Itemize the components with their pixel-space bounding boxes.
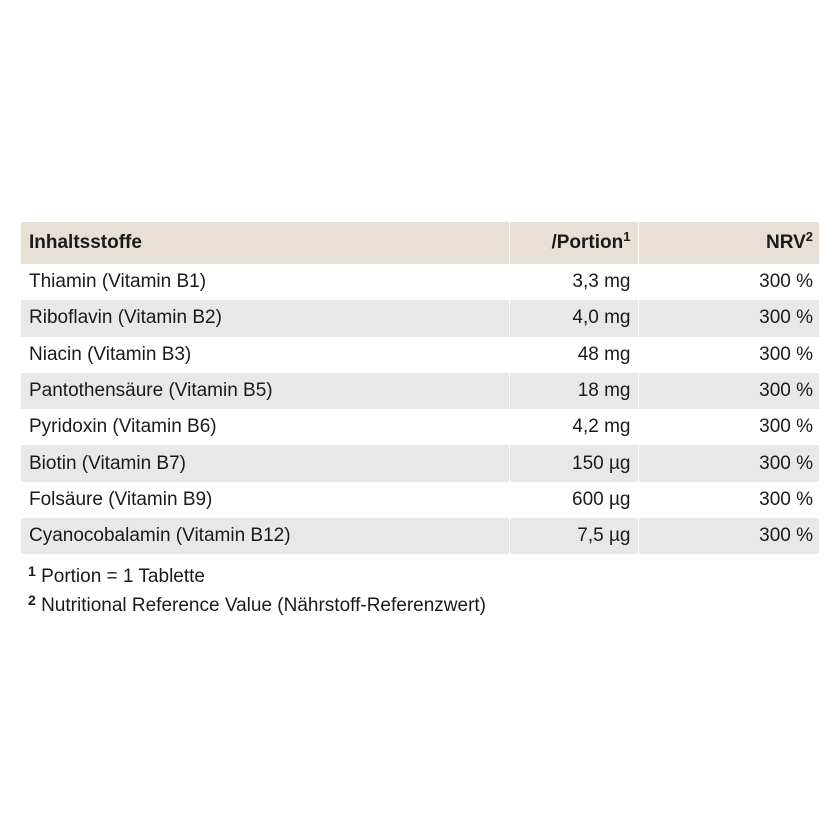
ingredient-name: Pyridoxin (Vitamin B6)	[29, 416, 217, 438]
portion-amount: 3,3 mg	[509, 264, 638, 300]
ingredient-name: Biotin (Vitamin B7)	[29, 452, 186, 474]
nrv-value: 300 %	[638, 337, 819, 373]
table-header-row	[21, 222, 819, 264]
header-portion	[509, 222, 638, 264]
footnotes	[28, 562, 486, 620]
table-row	[21, 518, 819, 554]
footnote-text: Portion = 1 Tablette	[35, 566, 205, 587]
header-nrv-footnote-marker: 2	[805, 229, 813, 244]
nrv-value: 300 %	[638, 482, 819, 518]
table-row	[21, 445, 819, 481]
ingredient-name: Thiamin (Vitamin B1)	[29, 271, 207, 293]
table-row	[21, 337, 819, 373]
header-ingredients-label: Inhaltsstoffe	[29, 232, 142, 253]
header-nrv-label: NRV	[765, 232, 806, 253]
ingredient-name: Riboflavin (Vitamin B2)	[29, 307, 222, 329]
nrv-value: 300 %	[638, 409, 819, 445]
table-row	[21, 264, 819, 300]
header-nrv	[638, 222, 819, 264]
portion-amount: 600 µg	[509, 482, 638, 518]
header-portion-label: /Portion	[551, 232, 624, 253]
nrv-value: 300 %	[638, 300, 819, 336]
header-ingredients	[21, 222, 509, 264]
nrv-value: 300 %	[638, 264, 819, 300]
nrv-value: 300 %	[638, 518, 819, 554]
nrv-value: 300 %	[638, 445, 819, 481]
footnote-text: Nutritional Reference Value (Nährstoff-Referenzwert)	[35, 595, 487, 616]
footnote-marker: 1	[28, 563, 36, 579]
nutrition-table	[21, 222, 819, 554]
table-row	[21, 409, 819, 445]
portion-amount: 150 µg	[509, 445, 638, 481]
ingredient-name: Pantothensäure (Vitamin B5)	[29, 380, 273, 402]
header-portion-footnote-marker: 1	[623, 229, 631, 244]
nutrition-table-container	[21, 222, 819, 554]
ingredient-name: Folsäure (Vitamin B9)	[29, 488, 213, 510]
table-row	[21, 300, 819, 336]
portion-amount: 18 mg	[509, 373, 638, 409]
portion-amount: 4,2 mg	[509, 409, 638, 445]
nrv-value: 300 %	[638, 373, 819, 409]
portion-amount: 4,0 mg	[509, 300, 638, 336]
footnote-portion	[28, 562, 486, 591]
footnote-marker: 2	[28, 592, 36, 608]
table-row	[21, 373, 819, 409]
portion-amount: 7,5 µg	[509, 518, 638, 554]
ingredient-name: Cyanocobalamin (Vitamin B12)	[29, 525, 291, 547]
ingredient-name: Niacin (Vitamin B3)	[29, 343, 192, 365]
portion-amount: 48 mg	[509, 337, 638, 373]
table-row	[21, 482, 819, 518]
footnote-nrv	[28, 591, 486, 620]
